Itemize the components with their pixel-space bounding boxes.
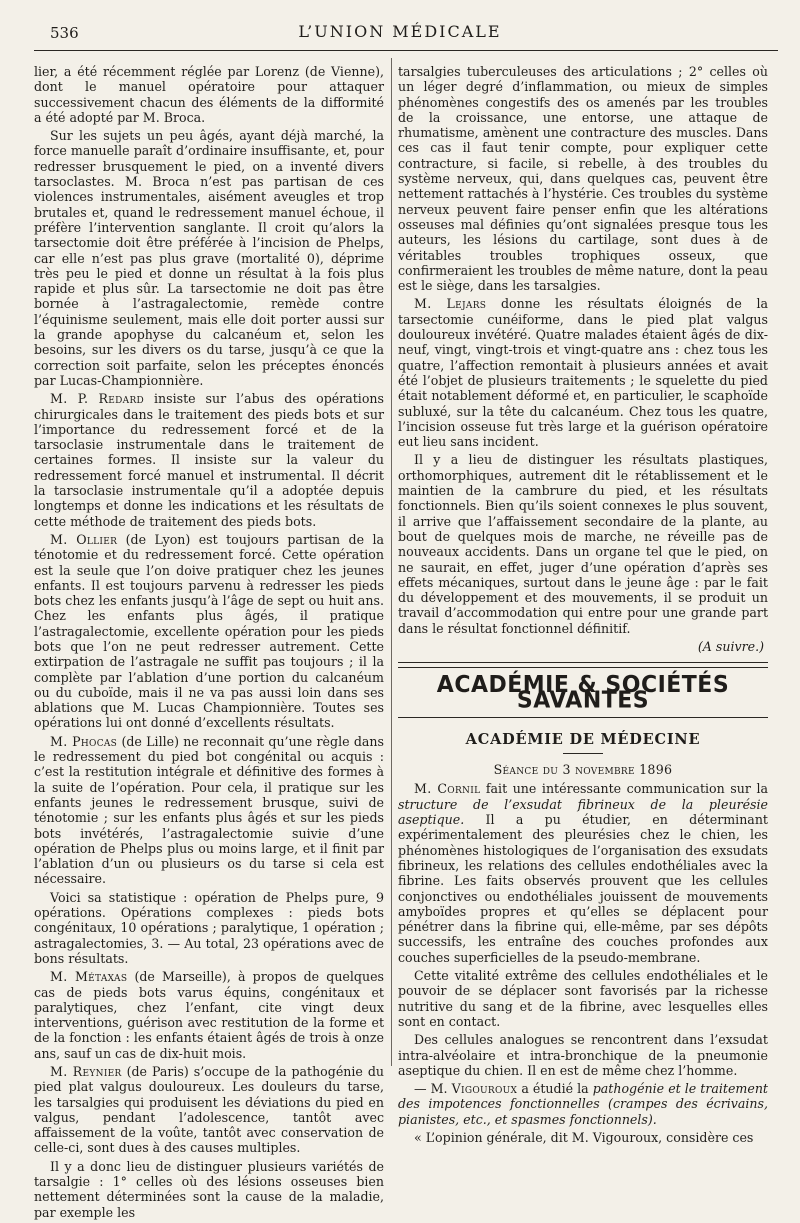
speaker-name: M. P. Redard: [50, 391, 145, 407]
paragraph-vitality: Cette vitalité extrême des cellules endothéliales et le pouvoir de se déplacer sont favorisés par la richesse nutritive du sang et de la fibrine, avec lesquelles elles sont en contact.: [398, 968, 768, 1029]
paragraph-text: donne les résultats éloignés de la tarsectomie cunéiforme, dans le pied plat valgus douloureux invétéré. Quatre malades étaient âgés de dix-neuf, vingt, vingt-trois et vingt-quatre ans : chez tous les quatre, l’affection remontait à plusieurs années et avait été l’objet de plusieurs traitements ; le squelette du pied était notablement déformé et, en particulier, le scaphoïde subluxé, sur la tête du calcanéum. Chez tous les quatre, l’incision osseuse fut très large et la guérison opératoire eut lieu sans incident.: [398, 296, 768, 450]
page-number: 536: [50, 24, 79, 42]
speaker-name: M. Lejars: [414, 296, 487, 312]
session-date: Séance du 3 novembre 1896: [493, 762, 673, 778]
section-rule-bottom: [398, 717, 768, 718]
section-rule-top: [398, 662, 768, 668]
paragraph-tarsalgie: Il y a donc lieu de distinguer plusieurs variétés de tarsalgie : 1° celles où des lésions osseuses bien nettement déterminées sont la cause de la maladie, par exemple les: [34, 1158, 384, 1220]
paragraph-text: fait une intéressante communication sur la: [480, 781, 768, 797]
communication-title: pathogénie et le traitement des impotences fonctionnelles (crampes des écrivains, pianistes, etc., et spasmes fonctionnels).: [398, 1081, 768, 1127]
sub-title: ACADÉMIE DE MÉDECINE: [465, 730, 701, 748]
paragraph-continuation: tarsalgies tuberculeuses des articulations ; 2° celles où un léger degré d’inflammation, ou mieux de simples phénomènes congestifs des os amenés par les troubles de la croissance, une entorse, une attaque de rhumatisme, amènent une contracture des muscles. Dans ces cas il faut tenir compte, pour expliquer cette contracture, si facile, si rebelle, à des troubles du système nerveux, qui, dans quelques cas, peuvent être nettement rattachés à l’hystérie. Ces troubles du système nerveux peuvent faire penser enfin que les altérations osseuses mal définies qu’ont signalées presque tous les auteurs, les lésions du cartilage, sont dues à de véritables troubles trophiques osseux, que confirmeraient les troubles de même nature, dont la peau est le siège, dans les tarsalgies.: [398, 64, 768, 294]
running-head: [0, 0, 800, 50]
paragraph-ollier: [34, 532, 384, 731]
speaker-name: M. Reynier: [50, 1064, 122, 1079]
right-column: [398, 64, 768, 1148]
paragraph-lejars: [398, 296, 768, 449]
paragraph-text: (de Lyon) est toujours partisan de la ténotomie et du redressement forcé. Cette opération est la seule que l’on doive pratiquer chez les jeunes enfants. Il est toujours parvenu à redresser les pieds bots chez les enfants jusqu’à l’âge de sept ou huit ans. Chez les enfants plus âgés, il pratique l’astragalectomie, excellente opération pour les pieds bots que l’on ne peut redresser autrement. Cette extirpation de l’astragale ne suffit pas toujours ; il la complète par l’ablation d’une portion du calcanéum ou du cuboïde, mais il ne va pas aussi loin dans ses ablations que M. Lucas Championnière. Toutes ses opérations lui ont donné d’excellents résultats.: [34, 531, 385, 731]
header-rule: [34, 50, 778, 51]
paragraph-statistics: Voici sa statistique : opération de Phelps pure, 9 opérations. Opérations complexes : pieds bots congénitaux, 10 opérations ; paralytique, 1 opération ; astragalectomies, 3. — Au total, 23 opérations avec de bons résultats.: [34, 889, 384, 966]
paragraph-results: Il y a lieu de distinguer les résultats plastiques, orthomorphiques, autrement dit le rétablissement et le maintien de la cambrure du pied, et les résultats fonctionnels. Bien qu’ils soient connexes le plus souvent, il arrive que l’affaissement secondaire de la plante, au bout de quelques mois de marche, ne réveille pas de nouveaux accidents. Dans un organe tel que le pied, on ne saurait, en effet, juger d’une opération d’après ses effets mécaniques, surtout dans le jeune âge : par le fait du développement et des mouvements, il se produit un travail d’accommodation qui entre pour une grande part dans le résultat fonctionnel définitif.: [398, 452, 768, 636]
speaker-name: M. Ollier: [50, 531, 118, 547]
to-be-continued: (A suivre.): [697, 638, 764, 654]
paragraph-reynier: [34, 1064, 384, 1156]
left-column: [34, 64, 384, 1223]
paragraph-phocas: [34, 734, 384, 887]
paragraph-continuation: lier, a été récemment réglée par Lorenz (de Vienne), dont le manuel opératoire pour attaquer successivement chacun des éléments de la difformité a été adopté par M. Broca.: [34, 64, 384, 125]
paragraph-text: a étudié la: [517, 1081, 593, 1097]
paragraph-opinion: « L’opinion générale, dit M. Vigouroux, considère ces: [414, 1130, 754, 1145]
paragraph-text: (de Marseille), à propos de quelques cas de pieds bots varus équins, congénitaux et paralytiques, chez l’enfant, cite vingt deux interventions, guérison avec restitution de la forme et de la fonction : les enfants étaient âgés de trois à onze ans, sauf un cas de dix-huit mois.: [34, 969, 384, 1061]
speaker-name: Vigouroux: [451, 1081, 518, 1097]
journal-title: L’UNION MÉDICALE: [298, 22, 502, 41]
paragraph-metaxas: [34, 969, 384, 1061]
short-rule: [563, 753, 603, 754]
paragraph-text: (de Lille) ne reconnait qu’une règle dans le redressement du pied bot congénital ou acquis : c’est la restitution intégrale et définitive des formes à la suite de l’opération. Pour cela, il pratique sur les enfants jeunes le redressement brusque, suivi de ténotomie ; sur les enfants plus âgés et sur les pieds bots invétérés, l’astragalectomie suivie d’une opération de Phelps plus ou moins large, et il finit par l’ablation d’un ou plusieurs os du tarse si cela est nécessaire.: [34, 733, 384, 887]
communication-title: structure de l’exsudat fibrineux de la pleurésie aseptique.: [398, 796, 768, 828]
speaker-name: M. Métaxas: [50, 969, 128, 985]
speaker-name: M. Phocas: [50, 733, 118, 749]
paragraph-analogous-cells: Des cellules analogues se rencontrent dans l’exsudat intra-alvéolaire et intra-bronchique de la pneumonie aseptique du chien. Il en est de même chez l’homme.: [398, 1032, 768, 1078]
section-title: ACADÉMIE & SOCIÉTÉS SAVANTES: [436, 672, 730, 715]
paragraph-redard: [34, 391, 384, 529]
paragraph-vigouroux: [398, 1081, 768, 1127]
paragraph-broca: Sur les sujets un peu âgés, ayant déjà marché, la force manuelle paraît d’ordinaire insuffisante, et, pour redresser brusquement le pied, on a inventé divers tarsoclastes. M. Broca n’est pas partisan de ces violences instrumentales, aisément aveugles et trop brutales et, quand le redressement manuel échoue, il préfère l’intervention sanglante. Il croit qu’alors la tarsectomie doit être préférée à l’incision de Phelps, car elle n’est pas plus grave (mortalité 0), déprime très peu le pied et donne un résultat à la fois plus rapide et plus sûr. La tarsectomie ne doit pas être bornée à l’astragalectomie, remède contre l’équinisme seulement, mais elle doit porter aussi sur la grande apophyse du calcanéum et, selon les besoins, sur les divers os du tarse, jusqu’à ce que la correction soit parfaite, selon les préceptes énoncés par Lucas-Championnière.: [34, 128, 384, 388]
speaker-name: M. Cornil: [414, 781, 481, 797]
paragraph-text: insiste sur l’abus des opérations chirurgicales dans le traitement des pieds bots et sur l’importance du redressement forcé et de la tarsoclasie instrumentale dans le traitement de certaines formes. Il insiste sur la valeur du redressement forcé manuel et instrumental. Il décrit la tarsoclasie instrumentale qu’il a adoptée depuis longtemps et donne les indications et les résultats de cette méthode de traitement des pieds bots.: [34, 391, 384, 529]
paragraph-text: Il a pu étudier, en déterminant expérimentalement des pleurésies chez le chien, les phénomènes histologiques de l’organisation des exsudats fibrineux, les relations des cellules endothéliales avec la fibrine. Les faits observés prouvent que les cellules conjonctives ou endothéliales jouissent de mouvements amyboïdes propres et qu’elles se déplacent pour pénétrer dans la fibrine qui, elle-même, par ses dépôts successifs, les entraîne des couches profondes aux couches superficielles de la pseudo-membrane.: [398, 812, 768, 965]
paragraph-cornil: [398, 781, 768, 965]
paragraph-text: (de Paris) s’occupe de la pathogénie du pied plat valgus douloureux. Les douleurs du tarse, les tarsalgies qui produisent les déviations du pied en valgus, pendant l’adolescence, tantôt avec affaissement de la voûte, tantôt avec conservation de celle-ci, sont dues à des causes multiples.: [34, 1064, 384, 1156]
column-divider: [391, 58, 392, 1066]
paragraph-text: — M.: [414, 1081, 452, 1097]
